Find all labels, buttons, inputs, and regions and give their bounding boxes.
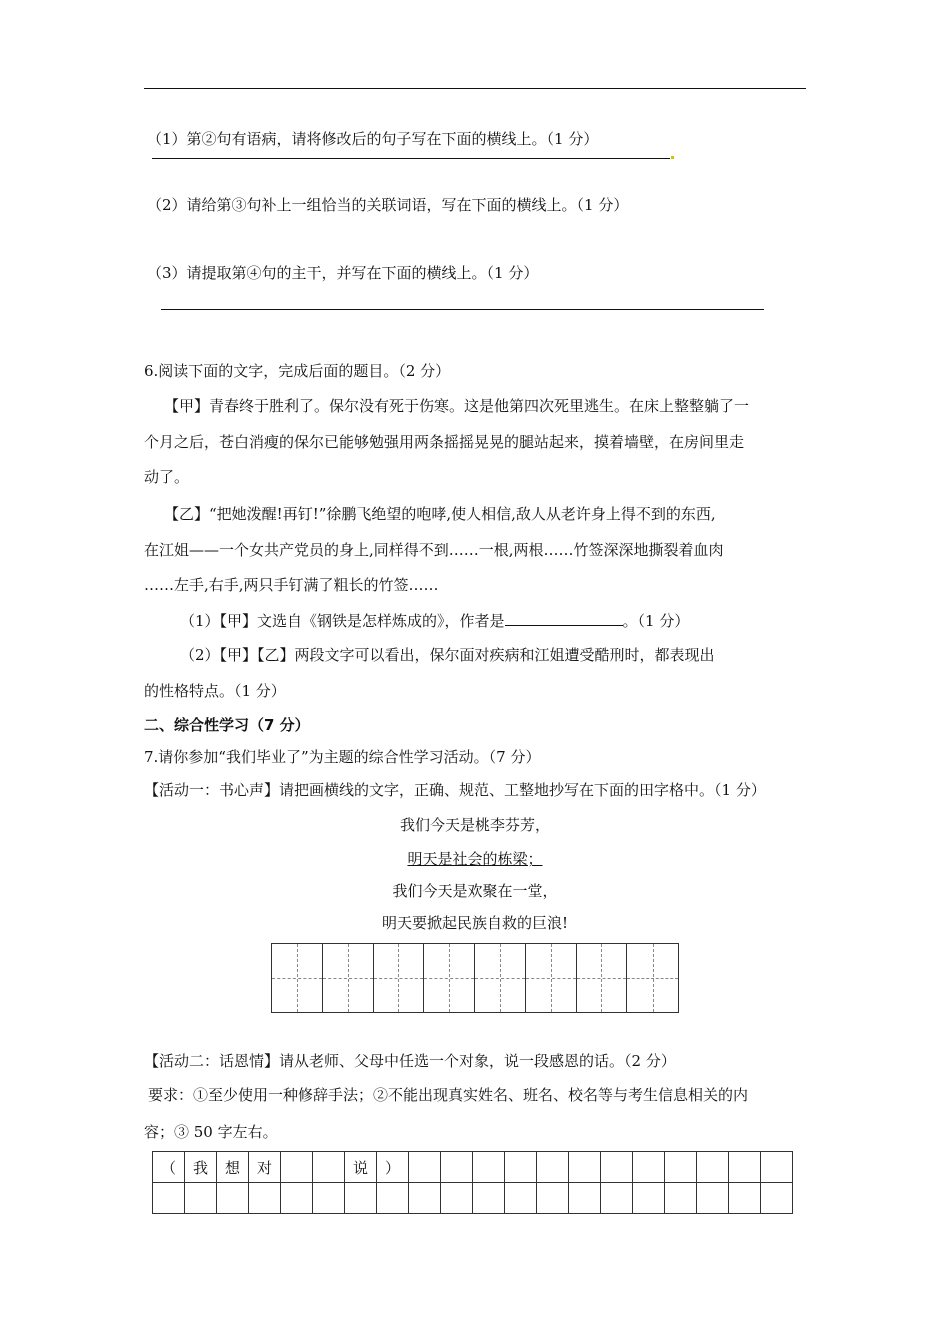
grid-cell[interactable]	[761, 1183, 793, 1214]
grid-cell[interactable]	[185, 1183, 217, 1214]
grid-cell[interactable]	[537, 1183, 569, 1214]
grid-cell[interactable]	[729, 1183, 761, 1214]
tian-cell[interactable]	[627, 944, 678, 1012]
poem-line-2	[0, 848, 950, 869]
grid-cell[interactable]	[505, 1183, 537, 1214]
grid-cell[interactable]	[761, 1152, 793, 1183]
q7-title: 7.请你参加“我们毕业了”为主题的综合性学习活动。（7 分）	[144, 748, 541, 766]
author-blank[interactable]	[505, 611, 623, 626]
q5-sub1: （1）第②句有语病，请将修改后的句子写在下面的横线上。（1 分）	[147, 130, 599, 148]
grid-cell[interactable]	[697, 1183, 729, 1214]
grid-cell[interactable]	[601, 1183, 633, 1214]
marker-dot	[671, 156, 674, 159]
grid-cell[interactable]	[281, 1152, 313, 1183]
tian-cell[interactable]	[323, 944, 374, 1012]
grid-cell[interactable]: ）	[377, 1152, 409, 1183]
tian-cell[interactable]	[272, 944, 323, 1012]
q5-sub2: （2）请给第③句补上一组恰当的关联词语，写在下面的横线上。（1 分）	[147, 196, 629, 214]
grid-cell[interactable]	[473, 1183, 505, 1214]
poem-line-1: 我们今天是桃李芬芳，	[399, 816, 550, 834]
grid-cell[interactable]	[505, 1152, 537, 1183]
grid-cell[interactable]	[217, 1183, 249, 1214]
q6-yi-line3: ……左手,右手,两只手钉满了粗长的竹签……	[144, 576, 439, 594]
grid-cell[interactable]	[601, 1152, 633, 1183]
grid-cell[interactable]: （	[153, 1152, 185, 1183]
grid-cell[interactable]: 想	[217, 1152, 249, 1183]
grid-cell[interactable]	[377, 1183, 409, 1214]
grid-cell[interactable]	[345, 1183, 377, 1214]
grid-cell[interactable]	[441, 1183, 473, 1214]
section2-heading: 二、综合性学习（7 分）	[144, 716, 310, 734]
q6-yi-line2: 在江姐——一个女共产党员的身上,同样得不到……一根,两根……竹签深深地撕裂着血肉	[144, 541, 724, 559]
grid-cell[interactable]	[409, 1152, 441, 1183]
q6-sub1	[180, 610, 689, 631]
top-divider	[144, 88, 806, 89]
grid-cell[interactable]	[569, 1183, 601, 1214]
grid-cell[interactable]	[729, 1152, 761, 1183]
tian-zi-grid[interactable]	[271, 943, 679, 1013]
tian-cell[interactable]	[526, 944, 577, 1012]
poem-line-4: 明天要掀起民族自救的巨浪!	[381, 914, 569, 932]
grid-cell[interactable]	[153, 1183, 185, 1214]
answer-grid-row-2	[153, 1183, 793, 1214]
answer-line-q5-1	[152, 158, 670, 159]
q6-jia-line1: 【甲】青春终于胜利了。保尔没有死于伤寒。这是他第四次死里逃生。在床上整整躺了一	[164, 397, 750, 415]
q6-sub1-text: （1）【甲】文选自《钢铁是怎样炼成的》，作者是	[180, 612, 505, 630]
grid-cell[interactable]	[569, 1152, 601, 1183]
grid-cell[interactable]	[697, 1152, 729, 1183]
grid-cell[interactable]	[537, 1152, 569, 1183]
grid-cell[interactable]	[633, 1152, 665, 1183]
q6-sub2-line1: （2）【甲】【乙】两段文字可以看出，保尔面对疾病和江姐遭受酷刑时，都表现出	[180, 646, 715, 664]
grid-cell[interactable]	[313, 1183, 345, 1214]
tian-cell[interactable]	[577, 944, 628, 1012]
grid-cell[interactable]	[665, 1183, 697, 1214]
poem-line-3: 我们今天是欢聚在一堂，	[392, 882, 558, 900]
answer-grid[interactable]	[152, 1151, 793, 1214]
answer-line-q5-3	[161, 309, 764, 310]
grid-cell[interactable]: 对	[249, 1152, 281, 1183]
q7-requirement-line1: 要求：①至少使用一种修辞手法；②不能出现真实姓名、班名、校名等与考生信息相关的内	[148, 1086, 749, 1104]
grid-cell[interactable]	[441, 1152, 473, 1183]
tian-cell[interactable]	[374, 944, 425, 1012]
grid-cell[interactable]: 我	[185, 1152, 217, 1183]
tian-cell[interactable]	[475, 944, 526, 1012]
q6-sub2-line2: 的性格特点。（1 分）	[144, 682, 286, 700]
grid-cell[interactable]	[633, 1183, 665, 1214]
grid-cell[interactable]	[313, 1152, 345, 1183]
grid-cell[interactable]	[665, 1152, 697, 1183]
q6-sub1-score: 。（1 分）	[622, 612, 690, 630]
answer-grid-row-1	[153, 1152, 793, 1183]
tian-cell[interactable]	[424, 944, 475, 1012]
q5-sub3: （3）请提取第④句的主干，并写在下面的横线上。（1 分）	[147, 264, 539, 282]
grid-cell[interactable]	[473, 1152, 505, 1183]
q7-activity2: 【活动二：话恩情】请从老师、父母中任选一个对象，说一段感恩的话。（2 分）	[144, 1052, 676, 1070]
q7-requirement-line2: 容；③ 50 字左右。	[144, 1123, 278, 1141]
grid-cell[interactable]	[249, 1183, 281, 1214]
q6-jia-line2: 个月之后，苍白消瘦的保尔已能够勉强用两条摇摇晃晃的腿站起来，摸着墙壁，在房间里走	[144, 433, 745, 451]
grid-cell[interactable]: 说	[345, 1152, 377, 1183]
grid-cell[interactable]	[409, 1183, 441, 1214]
grid-cell[interactable]	[281, 1183, 313, 1214]
poem-line-2-underlined: 明天是社会的栋梁；	[407, 850, 543, 868]
q6-yi-line1: 【乙】“把她泼醒!再钉!”徐鹏飞绝望的咆哮,使人相信,敌人从老许身上得不到的东西,	[164, 505, 716, 523]
q6-title: 6.阅读下面的文字，完成后面的题目。（2 分）	[144, 362, 451, 380]
q7-activity1: 【活动一：书心声】请把画横线的文字，正确、规范、工整地抄写在下面的田字格中。（1 分）	[144, 781, 766, 799]
q6-jia-line3: 动了。	[144, 468, 190, 486]
